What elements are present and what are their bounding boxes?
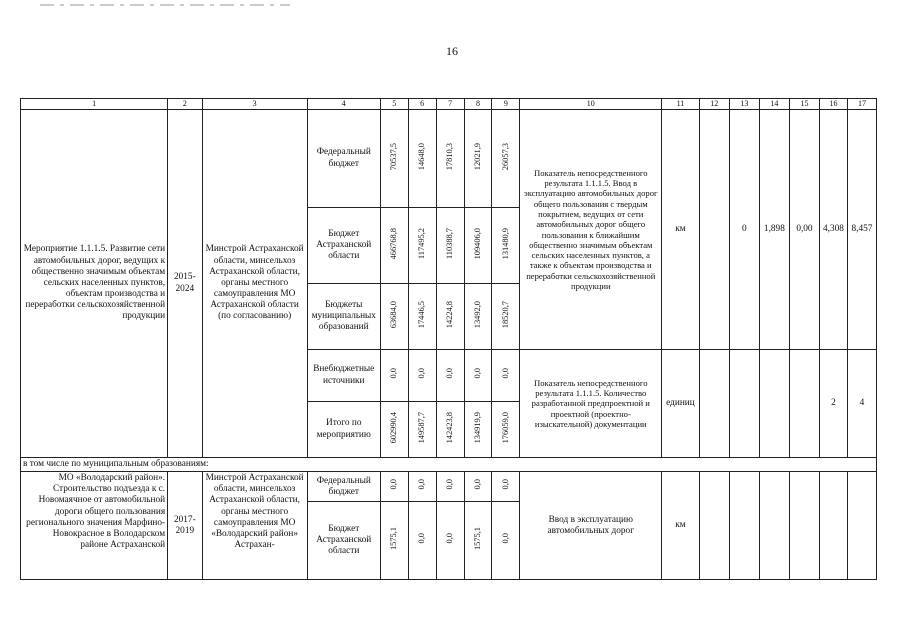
measure-period: 2015-2024 (168, 110, 202, 458)
measure-executor: Минстрой Астраханской области, минсельхоз Астраханской области, органы местного самоуправления МО Астраханской области (по согласованию) (202, 110, 307, 458)
col-header: 11 (662, 99, 700, 110)
indicator-value: 4 (847, 350, 876, 458)
sub-indicator-unit: км (662, 472, 700, 580)
sub-measure-executor: Минстрой Астраханской области, минсельхоз Астраханской области, органы местного самоуправления МО «Володарский район» Астрахан- (202, 472, 307, 580)
empty-cell (699, 350, 729, 458)
amount-cell: 466768,8 (389, 227, 399, 260)
indicator-value: 8,457 (847, 110, 876, 350)
amount-cell: 0,0 (472, 368, 482, 379)
amount-cell: 0,0 (417, 533, 427, 544)
col-header: 14 (759, 99, 789, 110)
indicator-value: 4,308 (819, 110, 847, 350)
scan-artifact-mark (40, 2, 290, 8)
funding-source: Бюджеты муниципальных образований (307, 284, 380, 350)
amount-cell: 176059,0 (500, 411, 510, 444)
amount-cell: 131480,9 (500, 227, 510, 260)
amount-cell: 0,0 (445, 479, 455, 490)
sub-measure-title: МО «Володарский район». Строительство подъезда к с. Новомаячное от автомобильной дороги общего пользования регионального значения Марфино-Новокрасное в Володарском районе Астраханской (21, 472, 168, 580)
funding-source: Федеральный бюджет (307, 110, 380, 208)
table-row (21, 472, 877, 502)
indicator-text: Показатель непосредственного результата 1.1.1.5. Ввод в эксплуатацию автомобильных дорог общего пользования с твердым покрытием, ведущих от сети автомобильных дорог общего пользования к ближайшим общественно значимым объектам сельских населенных пунктов, а также к объектам производства и переработки сельскохозяйственной продукции (520, 110, 662, 350)
amount-cell: 17446,5 (417, 300, 427, 329)
indicator-value: 0 (729, 110, 759, 350)
amount-cell: 0,0 (389, 368, 399, 379)
amount-cell: 12021,9 (472, 142, 482, 171)
amount-cell: 0,0 (417, 368, 427, 379)
col-header: 1 (21, 99, 168, 110)
empty-cell (759, 472, 789, 580)
column-number-row (21, 99, 877, 110)
empty-cell (699, 110, 729, 350)
amount-cell: 1575,1 (472, 527, 482, 551)
col-header: 3 (202, 99, 307, 110)
sub-indicator-text: Ввод в эксплуатацию автомобильных дорог (520, 472, 662, 580)
col-header: 9 (492, 99, 520, 110)
measure-title: Мероприятие 1.1.1.5. Развитие сети автомобильных дорог, ведущих к общественно значимым объектам сельских населенных пунктов, объектам производства и переработки сельскохозяйственной продукции (21, 110, 168, 458)
empty-cell (729, 350, 759, 458)
amount-cell: 0,0 (445, 368, 455, 379)
indicator-unit: единиц (662, 350, 700, 458)
page-number: 16 (446, 44, 458, 58)
amount-cell: 63684,0 (389, 300, 399, 329)
indicator-value: 0,00 (789, 110, 819, 350)
empty-cell (847, 472, 876, 580)
empty-cell (789, 472, 819, 580)
amount-cell: 149587,7 (417, 411, 427, 444)
indicator-value: 1,898 (759, 110, 789, 350)
amount-cell: 18520,7 (500, 300, 510, 329)
amount-cell: 13492,0 (472, 300, 482, 329)
amount-cell: 142423,8 (445, 411, 455, 444)
amount-cell: 0,0 (500, 533, 510, 544)
funding-source: Федеральный бюджет (307, 472, 380, 502)
sub-measure-period: 2017-2019 (168, 472, 202, 580)
col-header: 12 (699, 99, 729, 110)
amount-cell: 117495,2 (417, 227, 427, 259)
empty-cell (699, 472, 729, 580)
amount-cell: 0,0 (500, 368, 510, 379)
amount-cell: 14648,0 (417, 142, 427, 171)
col-header: 16 (819, 99, 847, 110)
amount-cell: 17810,3 (445, 142, 455, 171)
col-header: 15 (789, 99, 819, 110)
col-header: 10 (520, 99, 662, 110)
amount-cell: 602990,4 (389, 411, 399, 444)
funding-source: Бюджет Астраханской области (307, 502, 380, 580)
amount-cell: 0,0 (389, 479, 399, 490)
indicator-value: 2 (819, 350, 847, 458)
amount-cell: 26057,3 (500, 142, 510, 171)
table-row (21, 110, 877, 208)
col-header: 17 (847, 99, 876, 110)
municipal-heading: в том числе по муниципальным образованиям: (21, 458, 877, 472)
col-header: 2 (168, 99, 202, 110)
amount-cell: 0,0 (500, 479, 510, 490)
amount-cell: 70537,5 (389, 142, 399, 171)
col-header: 13 (729, 99, 759, 110)
funding-source: Итого по мероприятию (307, 402, 380, 458)
indicator-unit: км (662, 110, 700, 350)
col-header: 5 (380, 99, 408, 110)
funding-source: Бюджет Астраханской области (307, 208, 380, 284)
amount-cell: 0,0 (472, 479, 482, 490)
empty-cell (789, 350, 819, 458)
empty-cell (759, 350, 789, 458)
amount-cell: 1575,1 (389, 527, 399, 551)
col-header: 4 (307, 99, 380, 110)
amount-cell: 14224,8 (445, 300, 455, 329)
amount-cell: 110388,7 (445, 227, 455, 259)
col-header: 6 (408, 99, 436, 110)
amount-cell: 0,0 (445, 533, 455, 544)
table-row (21, 458, 877, 472)
empty-cell (819, 472, 847, 580)
amount-cell: 109406,0 (472, 227, 482, 260)
amount-cell: 0,0 (417, 479, 427, 490)
funding-source: Внебюджетные источники (307, 350, 380, 402)
program-table (20, 98, 877, 580)
col-header: 8 (464, 99, 492, 110)
col-header: 7 (436, 99, 464, 110)
indicator-text: Показатель непосредственного результата 1.1.1.5. Количество разработанной предпроектной и проектной (проектно-изыскательной) документации (520, 350, 662, 458)
amount-cell: 134919,9 (472, 411, 482, 444)
empty-cell (729, 472, 759, 580)
